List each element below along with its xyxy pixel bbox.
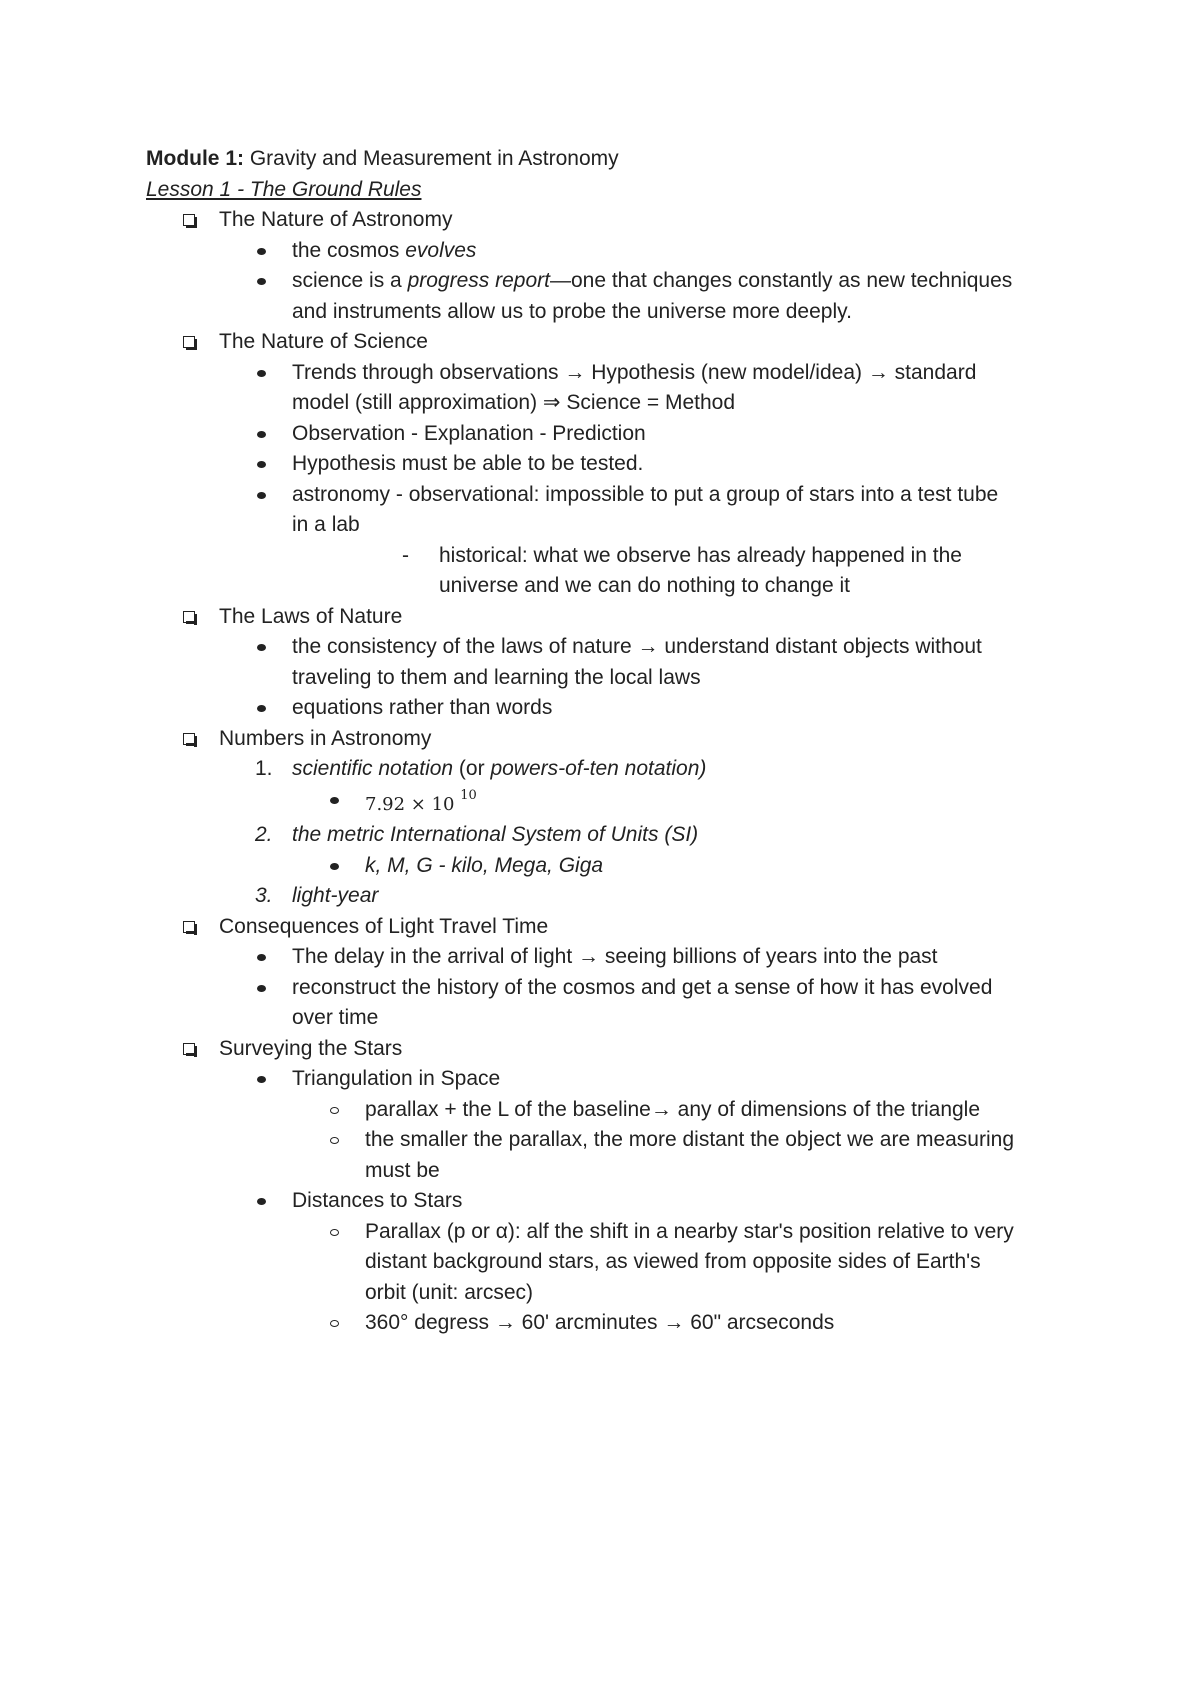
hollow-bullet-icon [330,1320,339,1327]
list-item: Triangulation in Space [146,1064,1086,1095]
list-item: reconstruct the history of the cosmos and get a sense of how it has evolved [146,973,1086,1004]
bullet-icon [257,278,266,285]
bullet-icon [257,1198,266,1205]
module-label: Module 1: [146,147,244,170]
list-item: equations rather than words [146,693,1086,724]
section-heading: The Nature of Astronomy [146,205,1086,236]
list-item-continued: and instruments allow us to probe the universe more deeply. [292,299,852,323]
list-item: the cosmos evolves [146,236,1086,267]
bullet-icon [257,1076,266,1083]
list-item-continued: in a lab [292,513,360,536]
bullet-icon [257,954,266,961]
sub-list-item-continued: must be [365,1158,440,1182]
sub-list-item: 360° degress → 60' arcminutes → 60" arcseconds [146,1308,1086,1339]
list-item: Observation - Explanation - Prediction [146,419,1086,450]
checkbox-icon [183,214,195,226]
bullet-icon [257,461,266,468]
sub-list-item-continued: orbit (unit: arcsec) [365,1280,534,1304]
bullet-icon [257,644,266,651]
checkbox-icon [183,336,195,348]
bullet-icon [257,370,266,377]
checkbox-icon [183,1043,195,1055]
sub-list-item-continued: distant background stars, as viewed from opposite sides of Earth's [365,1250,981,1273]
list-item [146,785,1086,821]
list-item: k, M, G - kilo, Mega, Giga [146,851,1086,882]
hollow-bullet-icon [330,1107,339,1114]
sub-list-item: the smaller the parallax, the more distant the object we are measuring [146,1125,1086,1156]
list-item-continued: traveling to them and learning the local laws [292,665,701,689]
list-item: Distances to Stars [146,1186,1086,1217]
numbered-item: 3. light-year [146,881,1086,912]
dash-item-continued: universe and we can do nothing to change it [439,574,850,597]
sub-list-item: parallax + the L of the baseline→ any of dimensions of the triangle [146,1095,1086,1126]
section-heading: Consequences of Light Travel Time [146,912,1086,943]
list-number: 3. [255,884,273,907]
checkbox-icon [183,921,195,933]
lesson-title: Lesson 1 - The Ground Rules [146,177,422,201]
dash-item: - historical: what we observe has already happened in the [146,541,1086,572]
bullet-icon [330,797,339,804]
section-heading: Numbers in Astronomy [146,724,1086,755]
numbered-item: 2. the metric International System of Units (SI) [146,820,1086,851]
list-item: astronomy - observational: impossible to put a group of stars into a test tube [146,480,1086,511]
list-item: The delay in the arrival of light → seeing billions of years into the past [146,942,1086,973]
checkbox-icon [183,611,195,623]
list-item: the consistency of the laws of nature → understand distant objects without [146,632,1086,663]
bullet-icon [257,431,266,438]
checkbox-icon [183,733,195,745]
math-expression: 7.92 × 10 $^{10}$ [365,787,477,815]
bullet-icon [257,985,266,992]
list-number: 1. [255,757,273,780]
bullet-icon [330,863,339,870]
hollow-bullet-icon [330,1137,339,1144]
list-item: Hypothesis must be able to be tested. [146,449,1086,480]
module-title [146,144,1086,175]
list-item: Trends through observations → Hypothesis (new model/idea) → standard [146,358,1086,389]
numbered-item: 1. scientific notation (or powers-of-ten notation) [146,754,1086,785]
section-heading: The Laws of Nature [146,602,1086,633]
list-item-continued: over time [292,1006,379,1029]
section-heading: The Nature of Science [146,327,1086,358]
dash-marker: - [402,543,409,567]
bullet-icon [257,705,266,712]
module-name: Gravity and Measurement in Astronomy [244,147,619,170]
section-heading: Surveying the Stars [146,1034,1086,1065]
sub-list-item: Parallax (p or α): alf the shift in a nearby star's position relative to very [146,1217,1086,1248]
bullet-icon [257,492,266,499]
hollow-bullet-icon [330,1229,339,1236]
list-item-continued: model (still approximation) ⇒ Science = Method [292,391,736,414]
notes-body [146,144,1086,1339]
bullet-icon [257,248,266,255]
list-number: 2. [255,823,273,846]
list-item: science is a progress report—one that changes constantly as new techniques [146,266,1086,297]
